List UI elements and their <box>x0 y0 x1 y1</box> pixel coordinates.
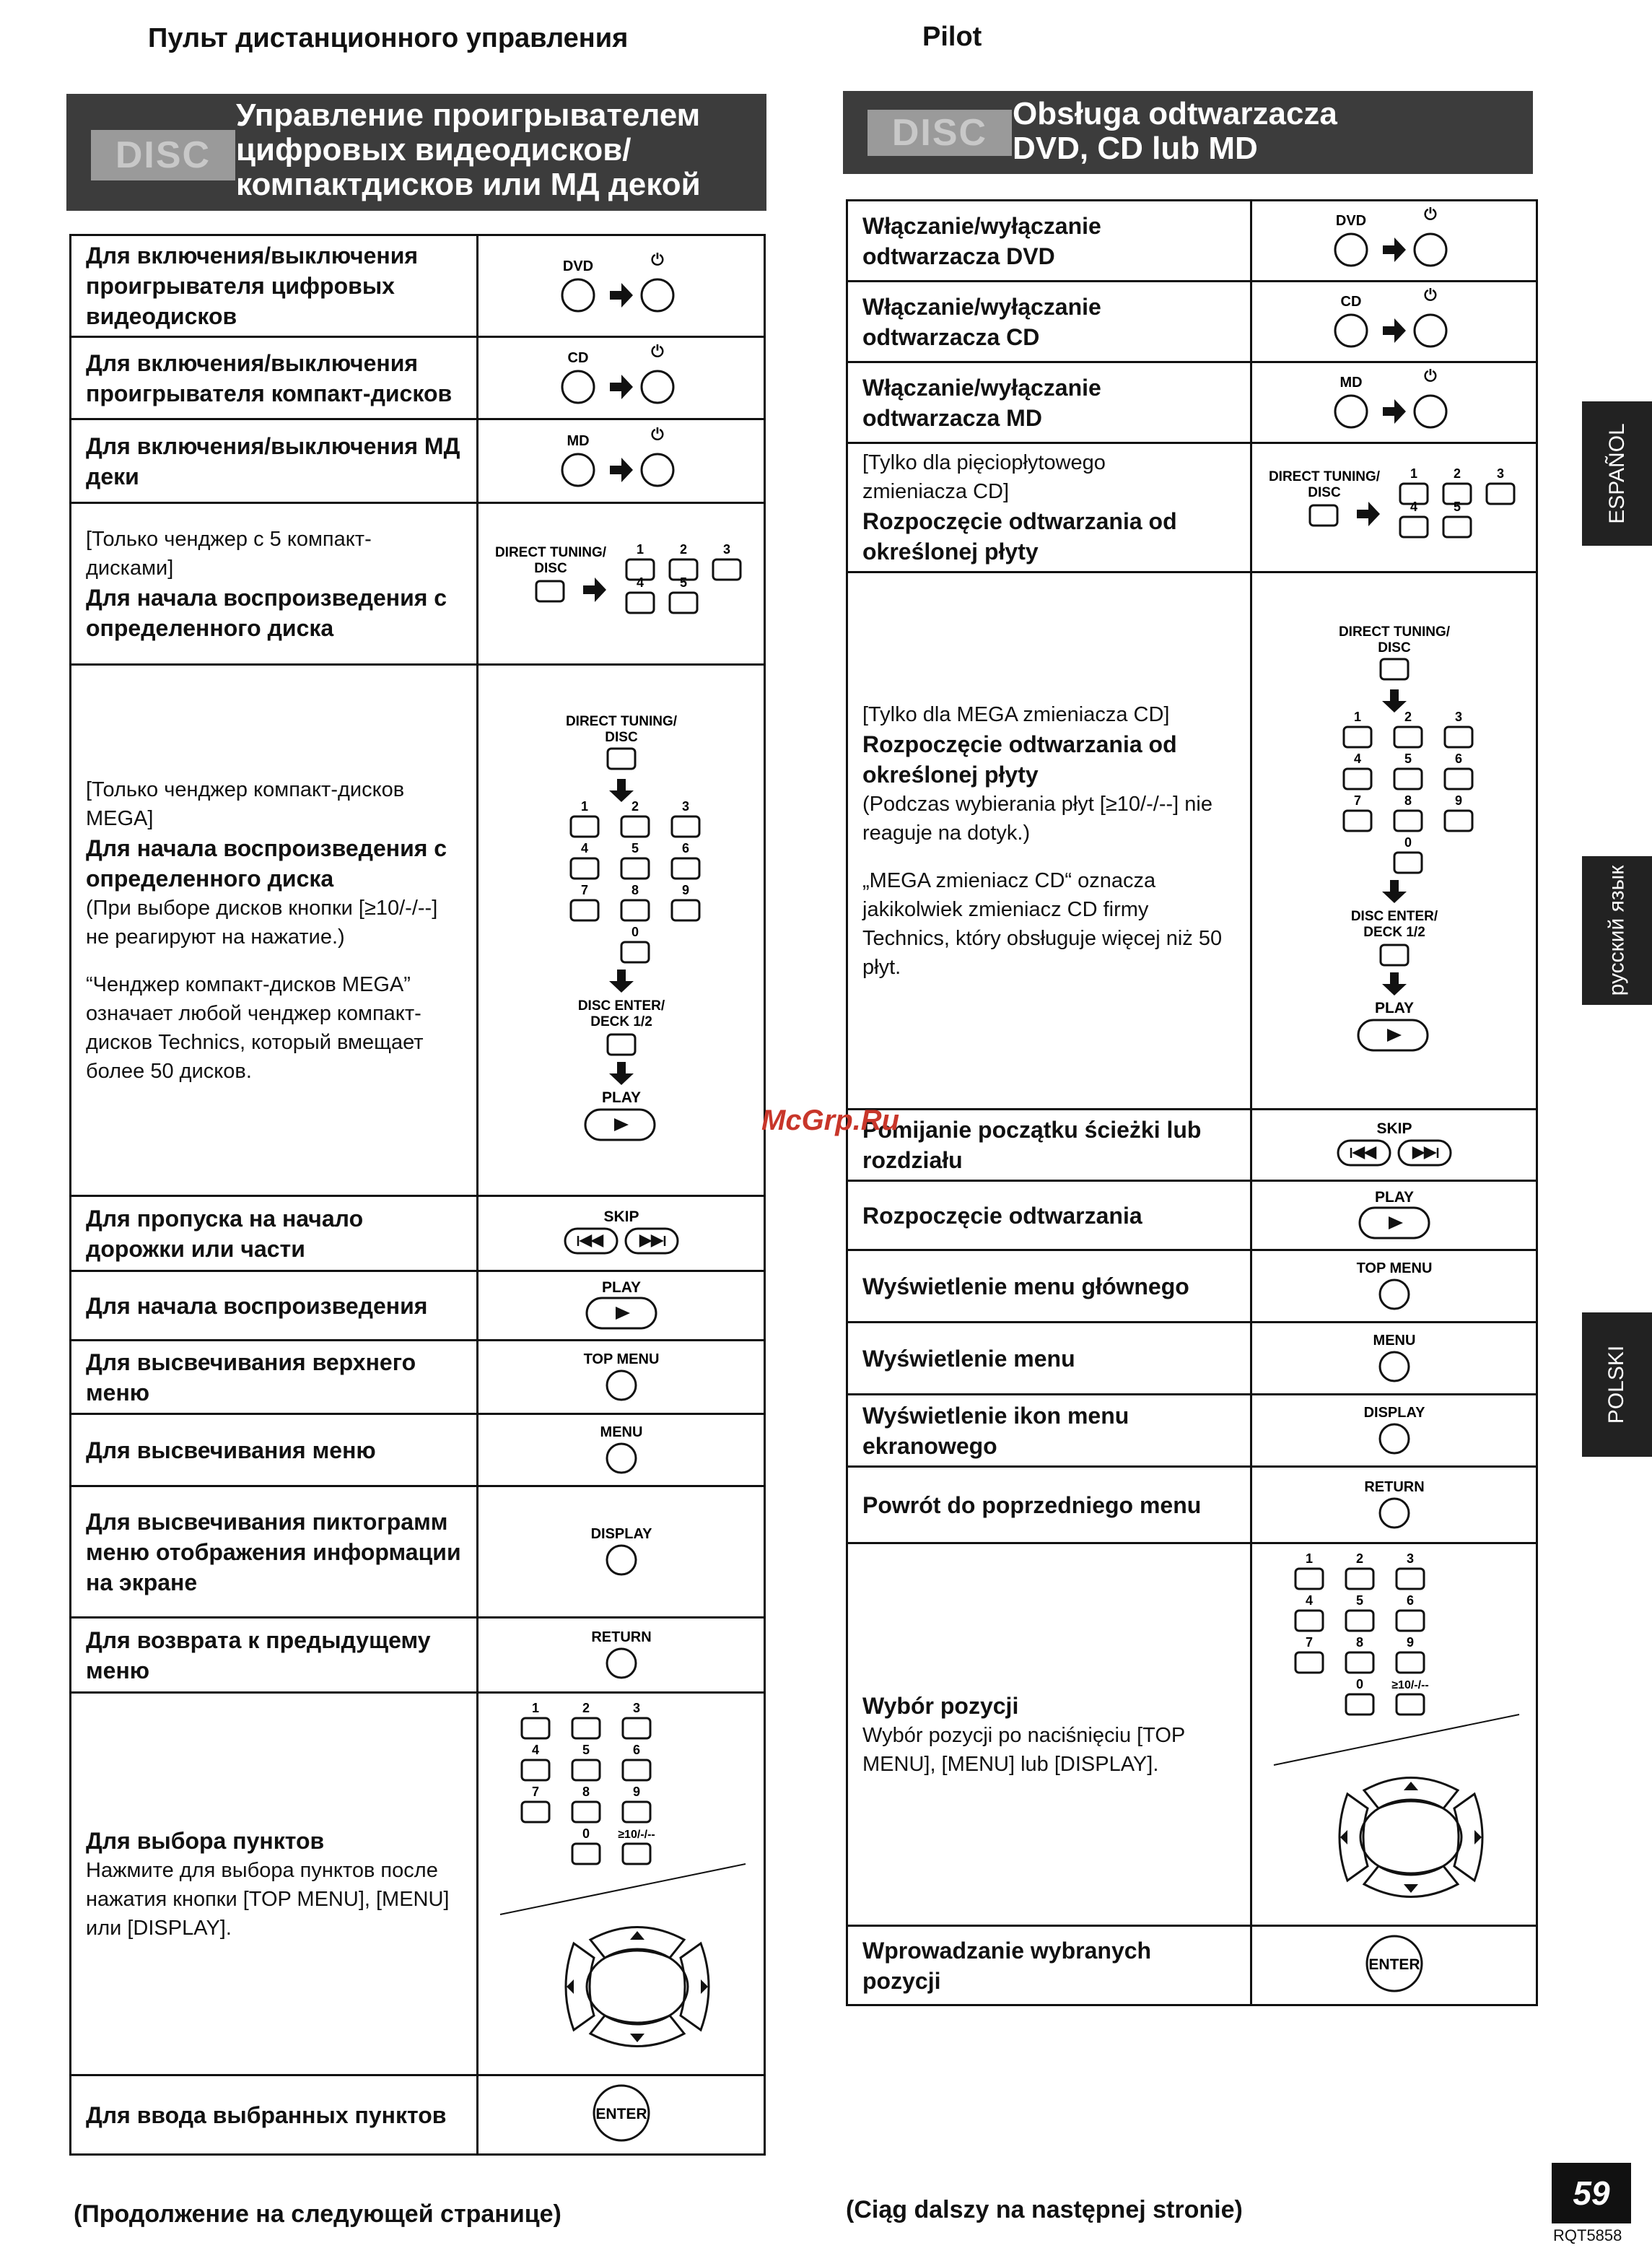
footer-continued-ru: (Продолжение на следующей странице) <box>74 2200 561 2228</box>
svg-text:MENU: MENU <box>600 1424 642 1440</box>
power-sequence-icon[interactable] <box>549 252 694 317</box>
function-description <box>71 2075 478 2155</box>
remote-button-illustration <box>478 1486 765 1618</box>
document-code: RQT5858 <box>1553 2226 1622 2244</box>
function-description <box>847 1110 1251 1181</box>
svg-text:⏻: ⏻ <box>1423 367 1437 385</box>
svg-text:0: 0 <box>1404 835 1412 850</box>
direct-disc-keys-icon[interactable] <box>493 542 753 622</box>
svg-text:0: 0 <box>631 925 639 939</box>
svg-text:DVD: DVD <box>1335 213 1366 229</box>
svg-text:0: 0 <box>582 1826 590 1841</box>
svg-text:DISC: DISC <box>534 561 567 576</box>
function-description <box>71 1693 478 2075</box>
svg-text:DISC: DISC <box>1308 484 1341 500</box>
remote-button-illustration <box>478 503 765 665</box>
function-description <box>847 1181 1251 1250</box>
svg-text:8: 8 <box>582 1785 590 1799</box>
table-row <box>71 1618 765 1693</box>
svg-text:⏻: ⏻ <box>650 250 664 269</box>
svg-text:2: 2 <box>631 799 639 814</box>
remote-button-illustration <box>478 419 765 503</box>
svg-text:MD: MD <box>1339 375 1363 391</box>
table-row <box>71 1414 765 1486</box>
function-description <box>847 1323 1251 1395</box>
display-button-icon[interactable] <box>556 1522 686 1577</box>
svg-text:2: 2 <box>582 1701 590 1715</box>
top-menu-button-icon[interactable] <box>556 1348 686 1403</box>
svg-text:DVD: DVD <box>562 258 593 274</box>
svg-text:2: 2 <box>1404 710 1412 724</box>
function-name: Для возврата к предыдущему меню <box>86 1626 431 1683</box>
function-note: (Podczas wybierania płyt [≥10/-/--] nie reaguje na dotyk.) <box>862 792 1212 845</box>
remote-button-illustration <box>1251 282 1537 362</box>
function-description <box>71 665 478 1196</box>
function-name: Для включения/выключения проигрывателя цифровых видеодисков <box>86 243 419 329</box>
svg-text:1: 1 <box>1353 710 1361 724</box>
remote-button-illustration <box>478 1341 765 1414</box>
function-name: Для начала воспроизведения с определенного диска <box>86 835 447 892</box>
svg-text:4: 4 <box>531 1743 540 1757</box>
svg-text:DIRECT TUNING/: DIRECT TUNING/ <box>494 545 607 560</box>
svg-text:9: 9 <box>1406 1635 1415 1650</box>
svg-text:ENTER: ENTER <box>595 2106 647 2122</box>
function-name: Rozpoczęcie odtwarzania <box>862 1202 1142 1229</box>
svg-text:6: 6 <box>632 1743 641 1757</box>
table-row <box>847 1467 1537 1543</box>
power-sequence-icon[interactable] <box>1322 206 1467 271</box>
skip-buttons-icon[interactable] <box>556 1206 686 1258</box>
table-row <box>847 443 1537 572</box>
svg-text:3: 3 <box>632 1701 641 1715</box>
table-row <box>847 1926 1537 2005</box>
svg-text:DISPLAY: DISPLAY <box>1363 1405 1425 1421</box>
skip-buttons-icon[interactable] <box>1329 1118 1459 1169</box>
svg-text:≥10/-/--: ≥10/-/-- <box>618 1829 655 1841</box>
table-row <box>71 503 765 665</box>
function-description <box>71 1414 478 1486</box>
svg-text:3: 3 <box>722 542 731 557</box>
direct-disc-keys-icon[interactable] <box>1267 466 1526 546</box>
return-button-icon[interactable] <box>1329 1476 1459 1530</box>
table-row <box>71 1271 765 1341</box>
svg-text:DIRECT TUNING/: DIRECT TUNING/ <box>1268 469 1381 484</box>
svg-text:2: 2 <box>1355 1551 1364 1566</box>
ru-function-table <box>69 234 766 2156</box>
model-note: [Только ченджер компакт-дисков MEGA] <box>86 777 405 830</box>
svg-text:TOP MENU: TOP MENU <box>583 1351 659 1367</box>
svg-text:TOP MENU: TOP MENU <box>1356 1260 1432 1276</box>
function-name: Для высвечивания меню <box>86 1437 376 1463</box>
function-name: Włączanie/wyłączanie odtwarzacza DVD <box>862 212 1101 269</box>
enter-button-icon[interactable] <box>556 2081 686 2145</box>
svg-text:4: 4 <box>1353 751 1361 766</box>
remote-button-illustration <box>478 1196 765 1271</box>
svg-text:⏻: ⏻ <box>650 342 664 360</box>
svg-text:MD: MD <box>566 433 590 449</box>
select-keypad-and-cursor-icon[interactable] <box>1267 1548 1526 1917</box>
function-note: Wybór pozycji po naciśnięciu [TOP MENU], [MENU] lub [DISPLAY]. <box>862 1723 1185 1776</box>
svg-text:4: 4 <box>1410 499 1418 514</box>
table-row <box>71 1693 765 2075</box>
svg-text:DISC ENTER/: DISC ENTER/ <box>577 998 665 1014</box>
svg-text:ENTER: ENTER <box>1368 1956 1420 1973</box>
function-description <box>847 1250 1251 1323</box>
table-row <box>71 1196 765 1271</box>
ru-section-banner <box>66 94 766 211</box>
function-name: Для высвечивания пиктограмм меню отображения информации на экране <box>86 1508 461 1595</box>
return-button-icon[interactable] <box>556 1626 686 1681</box>
function-name: Для начала воспроизведения с определенного диска <box>86 584 447 641</box>
watermark: McGrp.Ru <box>761 1105 900 1136</box>
function-name: Wyświetlenie menu głównego <box>862 1273 1189 1299</box>
mega-disc-sequence-icon[interactable] <box>556 708 689 1149</box>
mega-disc-sequence-icon[interactable] <box>1329 619 1462 1059</box>
svg-text:1: 1 <box>1410 466 1418 481</box>
svg-text:6: 6 <box>1454 751 1462 766</box>
svg-text:RETURN: RETURN <box>590 1629 652 1645</box>
function-description <box>71 1196 478 1271</box>
play-button-icon[interactable] <box>1329 1186 1459 1241</box>
svg-text:DISC: DISC <box>1377 640 1411 655</box>
function-name: Rozpoczęcie odtwarzania od określonej płyty <box>862 731 1177 788</box>
svg-text:CD: CD <box>1340 294 1361 310</box>
table-row <box>847 572 1537 1110</box>
function-description <box>71 1341 478 1414</box>
power-sequence-icon[interactable] <box>549 344 694 409</box>
function-description <box>71 1271 478 1341</box>
pl-banner-title: Obsługa odtwarzacza DVD, CD lub MD <box>1013 96 1337 166</box>
pl-function-table <box>846 199 1538 2006</box>
table-row <box>71 1341 765 1414</box>
svg-text:6: 6 <box>1406 1593 1415 1608</box>
select-keypad-and-cursor-icon[interactable] <box>493 1698 753 2066</box>
side-tab-polski: POLSKI <box>1582 1312 1652 1457</box>
svg-text:2: 2 <box>1453 466 1461 481</box>
model-note: [Tylko dla pięciopłytowego zmieniacza CD] <box>862 451 1106 503</box>
svg-text:DECK 1/2: DECK 1/2 <box>590 1014 652 1029</box>
power-sequence-icon[interactable] <box>1322 368 1467 433</box>
remote-button-illustration <box>1251 1395 1537 1467</box>
display-button-icon[interactable] <box>1329 1401 1459 1456</box>
remote-button-illustration <box>1251 1181 1537 1250</box>
remote-button-illustration <box>1251 201 1537 282</box>
remote-button-illustration <box>478 1271 765 1341</box>
svg-text:SKIP: SKIP <box>603 1208 639 1225</box>
remote-button-illustration <box>478 1693 765 2075</box>
table-row <box>71 337 765 419</box>
svg-text:PLAY: PLAY <box>1374 1189 1414 1206</box>
svg-text:8: 8 <box>631 883 639 897</box>
svg-text:0: 0 <box>1355 1677 1364 1691</box>
remote-button-illustration <box>1251 1250 1537 1323</box>
function-description <box>847 282 1251 362</box>
function-name: Для высвечивания верхнего меню <box>86 1349 416 1406</box>
function-description <box>71 235 478 337</box>
function-name: Для ввода выбранных пунктов <box>86 2101 447 2128</box>
function-description <box>847 362 1251 443</box>
function-description <box>847 1926 1251 2005</box>
svg-text:5: 5 <box>1355 1593 1364 1608</box>
svg-text:DIRECT TUNING/: DIRECT TUNING/ <box>1338 624 1450 640</box>
function-name: Для выбора пунктов <box>86 1827 325 1854</box>
svg-text:DISPLAY: DISPLAY <box>590 1526 652 1542</box>
disc-tag: DISC <box>867 110 1012 156</box>
svg-text:7: 7 <box>531 1785 540 1799</box>
table-row <box>847 362 1537 443</box>
model-note: [Tylko dla MEGA zmieniacza CD] <box>862 702 1170 726</box>
svg-text:3: 3 <box>1496 466 1505 481</box>
pl-section-banner <box>843 91 1533 174</box>
svg-text:3: 3 <box>681 799 689 814</box>
function-name: Для начала воспроизведения <box>86 1292 428 1319</box>
function-description <box>71 337 478 419</box>
svg-text:DISC: DISC <box>604 730 638 745</box>
table-row <box>847 1250 1537 1323</box>
remote-button-illustration <box>478 1414 765 1486</box>
svg-text:PLAY: PLAY <box>601 1089 641 1106</box>
page-number: 59 <box>1552 2163 1631 2223</box>
function-name: Powrót do poprzedniego menu <box>862 1491 1202 1518</box>
disc-tag: DISC <box>91 130 235 180</box>
remote-button-illustration <box>478 337 765 419</box>
remote-button-illustration <box>1251 1110 1537 1181</box>
svg-text:3: 3 <box>1406 1551 1415 1566</box>
function-name: Rozpoczęcie odtwarzania od określonej płyty <box>862 508 1177 565</box>
svg-text:7: 7 <box>580 883 588 897</box>
table-row <box>847 1181 1537 1250</box>
table-row <box>847 201 1537 282</box>
remote-button-illustration <box>478 665 765 1196</box>
svg-text:6: 6 <box>681 841 689 855</box>
function-description <box>71 503 478 665</box>
svg-text:≥10/-/--: ≥10/-/-- <box>1391 1679 1429 1691</box>
remote-button-illustration <box>478 2075 765 2155</box>
svg-text:4: 4 <box>636 575 644 590</box>
svg-text:1: 1 <box>1305 1551 1314 1566</box>
remote-button-illustration <box>1251 443 1537 572</box>
side-tab-espanol: ESPAÑOL <box>1582 401 1652 546</box>
function-name: Wyświetlenie ikon menu ekranowego <box>862 1402 1129 1459</box>
function-name: Wyświetlenie menu <box>862 1345 1075 1372</box>
table-row <box>847 1110 1537 1181</box>
svg-text:DIRECT TUNING/: DIRECT TUNING/ <box>565 714 677 729</box>
table-row <box>71 235 765 337</box>
table-row <box>71 419 765 503</box>
function-note: Нажмите для выбора пунктов после нажатия кнопки [TOP MENU], [MENU] или [DISPLAY]. <box>86 1858 450 1940</box>
function-name: Wybór pozycji <box>862 1692 1019 1719</box>
function-description <box>847 1543 1251 1926</box>
remote-button-illustration <box>1251 1543 1537 1926</box>
remote-button-illustration <box>1251 1323 1537 1395</box>
svg-text:2: 2 <box>679 542 688 557</box>
remote-button-illustration <box>478 235 765 337</box>
table-row <box>847 282 1537 362</box>
function-name: Для включения/выключения проигрывателя компакт-дисков <box>86 349 453 406</box>
function-description <box>847 1395 1251 1467</box>
remote-button-illustration <box>1251 572 1537 1110</box>
function-description <box>847 201 1251 282</box>
svg-text:7: 7 <box>1353 793 1361 808</box>
function-description <box>71 1618 478 1693</box>
function-note-extra: „MEGA zmieniacz CD“ oznacza jakikolwiek zmieniacz CD firmy Technics, który obsługuje więcej niż 50 płyt. <box>862 868 1223 979</box>
remote-button-illustration <box>1251 1926 1537 2005</box>
svg-text:PLAY: PLAY <box>1374 1000 1414 1016</box>
function-name: Włączanie/wyłączanie odtwarzacza MD <box>862 374 1101 431</box>
side-tab-russian: русский язык <box>1582 856 1652 1005</box>
power-sequence-icon[interactable] <box>549 427 694 492</box>
svg-text:RETURN: RETURN <box>1363 1479 1425 1495</box>
svg-text:9: 9 <box>632 1785 641 1799</box>
svg-text:5: 5 <box>679 575 688 590</box>
svg-text:⏻: ⏻ <box>1423 205 1437 223</box>
svg-text:9: 9 <box>681 883 689 897</box>
table-row <box>847 1323 1537 1395</box>
svg-text:4: 4 <box>1305 1593 1314 1608</box>
enter-button-icon[interactable] <box>1329 1931 1459 1996</box>
svg-text:SKIP: SKIP <box>1376 1120 1412 1137</box>
function-note: (При выборе дисков кнопки [≥10/-/--] не реагируют на нажатие.) <box>86 896 438 949</box>
top-menu-button-icon[interactable] <box>1329 1257 1459 1312</box>
svg-text:1: 1 <box>580 799 588 814</box>
function-description <box>847 1467 1251 1543</box>
svg-text:CD: CD <box>567 350 588 366</box>
svg-text:1: 1 <box>531 1701 540 1715</box>
svg-text:3: 3 <box>1454 710 1462 724</box>
function-note-extra: “Ченджер компакт-дисков MEGA” означает любой ченджер компакт-дисков Technics, который вмещает более 50 дисков. <box>86 972 424 1083</box>
svg-text:PLAY: PLAY <box>601 1279 641 1296</box>
menu-button-icon[interactable] <box>556 1421 686 1476</box>
function-name: Для пропуска на начало дорожки или части <box>86 1205 364 1262</box>
function-description <box>847 572 1251 1110</box>
svg-text:4: 4 <box>580 841 588 855</box>
remote-button-illustration <box>1251 362 1537 443</box>
svg-text:8: 8 <box>1355 1635 1364 1650</box>
table-row <box>71 2075 765 2155</box>
svg-text:9: 9 <box>1454 793 1462 808</box>
remote-button-illustration <box>478 1618 765 1693</box>
svg-text:5: 5 <box>582 1743 590 1757</box>
svg-text:5: 5 <box>1453 499 1461 514</box>
svg-text:⏻: ⏻ <box>650 425 664 443</box>
menu-button-icon[interactable] <box>1329 1329 1459 1384</box>
svg-text:MENU: MENU <box>1373 1333 1415 1349</box>
function-name: Wprowadzanie wybranych pozycji <box>862 1937 1152 1994</box>
svg-text:DISC ENTER/: DISC ENTER/ <box>1350 909 1438 924</box>
svg-text:7: 7 <box>1305 1635 1314 1650</box>
footer-continued-pl: (Ciąg dalszy na następnej stronie) <box>846 2196 1243 2223</box>
table-row <box>71 665 765 1196</box>
function-description <box>71 1486 478 1618</box>
left-page-title: Пульт дистанционного управления <box>148 23 629 53</box>
function-name: Pomijanie początku ścieżki lub rozdziału <box>862 1117 1202 1173</box>
function-name: Włączanie/wyłączanie odtwarzacza CD <box>862 293 1101 350</box>
ru-banner-title: Управление проигрывателем цифровых видеодисков/ компактдисков или МД декой <box>236 97 701 202</box>
remote-button-illustration <box>1251 1467 1537 1543</box>
table-row <box>71 1486 765 1618</box>
table-row <box>847 1543 1537 1926</box>
svg-text:5: 5 <box>631 841 639 855</box>
play-button-icon[interactable] <box>556 1276 686 1331</box>
svg-text:1: 1 <box>636 542 644 557</box>
svg-text:8: 8 <box>1404 793 1412 808</box>
function-description <box>847 443 1251 572</box>
function-description <box>71 419 478 503</box>
model-note: [Только ченджер с 5 компакт- дисками] <box>86 527 372 580</box>
function-name: Для включения/выключения МД деки <box>86 432 460 489</box>
svg-text:⏻: ⏻ <box>1423 286 1437 304</box>
power-sequence-icon[interactable] <box>1322 287 1467 352</box>
table-row <box>847 1395 1537 1467</box>
svg-text:DECK 1/2: DECK 1/2 <box>1363 925 1425 940</box>
right-page-title: Pilot <box>922 22 982 52</box>
svg-text:5: 5 <box>1404 751 1412 766</box>
